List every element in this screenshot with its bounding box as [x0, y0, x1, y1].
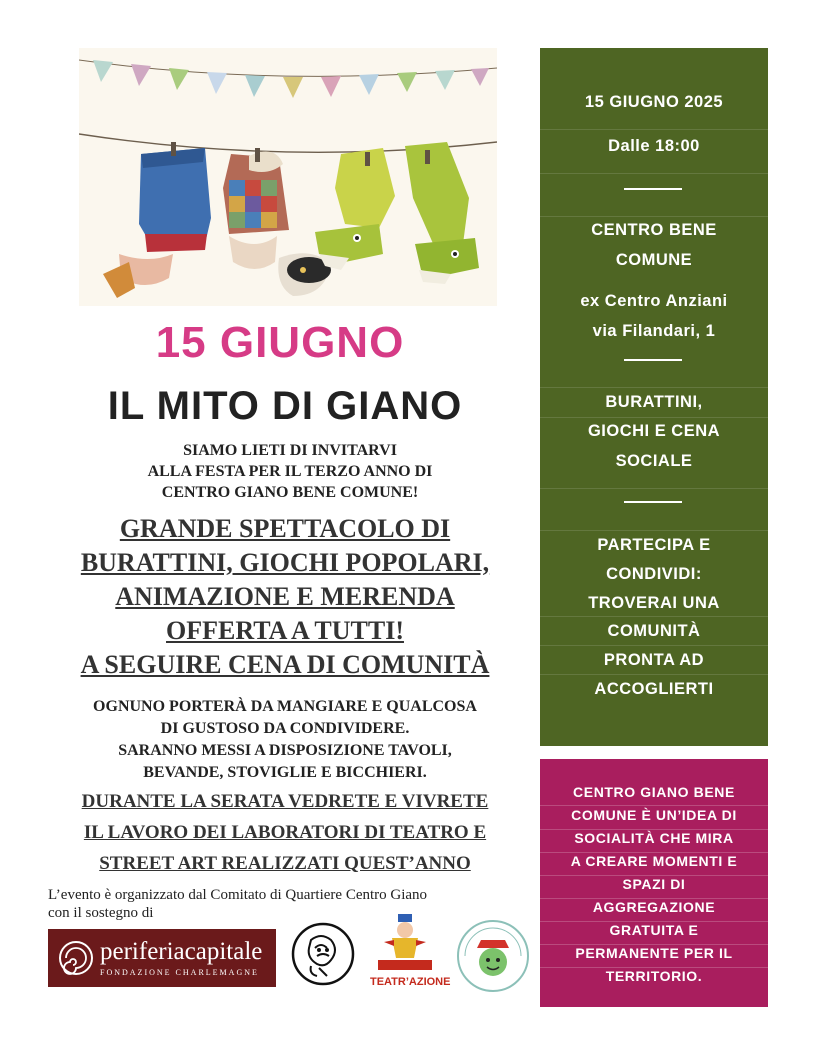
workshops-line: STREET ART REALIZZATI QUEST’ANNO — [99, 853, 471, 874]
potluck-line: BEVANDE, STOVIGLIE E BICCHIERI. — [143, 764, 427, 781]
spiral-icon — [58, 940, 94, 976]
highlight-line: OFFERTA A TUTTI! — [166, 616, 404, 645]
invitation-line: ALLA FESTA PER IL TERZO ANNO DI — [147, 463, 433, 480]
round-seal-logo — [291, 922, 355, 986]
workshops-notice — [40, 786, 530, 879]
highlight-line: BURATTINI, GIOCHI POPOLARI, — [80, 548, 490, 577]
organizer-line: L’evento è organizzato dal Comitato di Quartiere Centro Giano — [48, 887, 428, 903]
date-heading: 15 GIUGNO — [155, 318, 405, 367]
organizer-line: con il sostegno di — [48, 905, 154, 921]
brucotondo-logo — [455, 918, 531, 994]
about-line: A CREARE MOMENTI E — [570, 853, 738, 869]
venue-address-line: ex Centro Anziani — [580, 292, 728, 310]
about-line: CENTRO GIANO BENE — [573, 784, 735, 800]
call-to-action-line: CONDIVIDI: — [606, 565, 702, 583]
call-to-action-line: COMUNITÀ — [607, 622, 701, 640]
periferia-name: periferiacapitale — [100, 938, 263, 965]
call-to-action-line: TROVERAI UNA — [588, 594, 720, 612]
event-title: IL MITO DI GIANO — [107, 384, 463, 428]
venue-address-line: via Filandari, 1 — [592, 322, 716, 340]
divider — [624, 501, 682, 503]
about-line: TERRITORIO. — [605, 968, 703, 984]
activities-line: BURATTINI, — [605, 393, 703, 411]
call-to-action-line: PARTECIPA E — [597, 536, 711, 554]
venue-name-line: CENTRO BENE — [591, 221, 717, 239]
event-time: Dalle 18:00 — [608, 137, 700, 155]
organizer-credit — [48, 886, 518, 922]
about-line: AGGREGAZIONE — [592, 899, 716, 915]
about-line: GRATUITA E — [609, 922, 699, 938]
about-line: PERMANENTE PER IL — [575, 945, 733, 961]
teatrazione-name: TEATR’AZIONE — [370, 976, 451, 988]
about-line: SPAZI DI — [622, 876, 686, 892]
potluck-line: OGNUNO PORTERÀ DA MANGIARE E QUALCOSA — [93, 698, 477, 715]
divider — [624, 188, 682, 190]
invitation-line: CENTRO GIANO BENE COMUNE! — [161, 484, 419, 501]
invitation-line: SIAMO LIETI DI INVITARVI — [183, 442, 397, 459]
about-line: COMUNE È UN’IDEA DI — [571, 807, 737, 823]
venue-name-line: COMUNE — [615, 251, 693, 269]
teatrazione-logo — [370, 912, 451, 988]
about-line: SOCIALITÀ CHE MIRA — [574, 830, 734, 846]
highlight-line: A SEGUIRE CENA DI COMUNITÀ — [80, 650, 490, 679]
activities-line: SOCIALE — [615, 452, 693, 470]
workshops-line: IL LAVORO DEI LABORATORI DI TEATRO E — [83, 822, 487, 843]
call-to-action-line: ACCOGLIERTI — [594, 680, 714, 698]
periferia-subtitle: FONDAZIONE CHARLEMAGNE — [100, 968, 259, 977]
highlight-line: ANIMAZIONE E MERENDA — [115, 582, 455, 611]
program-highlight — [40, 512, 530, 682]
workshops-line: DURANTE LA SERATA VEDRETE E VIVRETE — [81, 791, 489, 812]
highlight-line: GRANDE SPETTACOLO DI — [119, 514, 451, 543]
potluck-line: DI GUSTOSO DA CONDIVIDERE. — [160, 720, 410, 737]
invitation-text — [60, 440, 520, 503]
divider — [624, 359, 682, 361]
event-date: 15 GIUGNO 2025 — [584, 93, 724, 111]
activities-line: GIOCHI E CENA — [587, 422, 721, 440]
puppets-illustration — [79, 48, 497, 306]
potluck-notice — [40, 696, 530, 784]
periferia-capitale-logo — [48, 929, 276, 987]
call-to-action-line: PRONTA AD — [603, 651, 705, 669]
potluck-line: SARANNO MESSI A DISPOSIZIONE TAVOLI, — [118, 742, 452, 759]
